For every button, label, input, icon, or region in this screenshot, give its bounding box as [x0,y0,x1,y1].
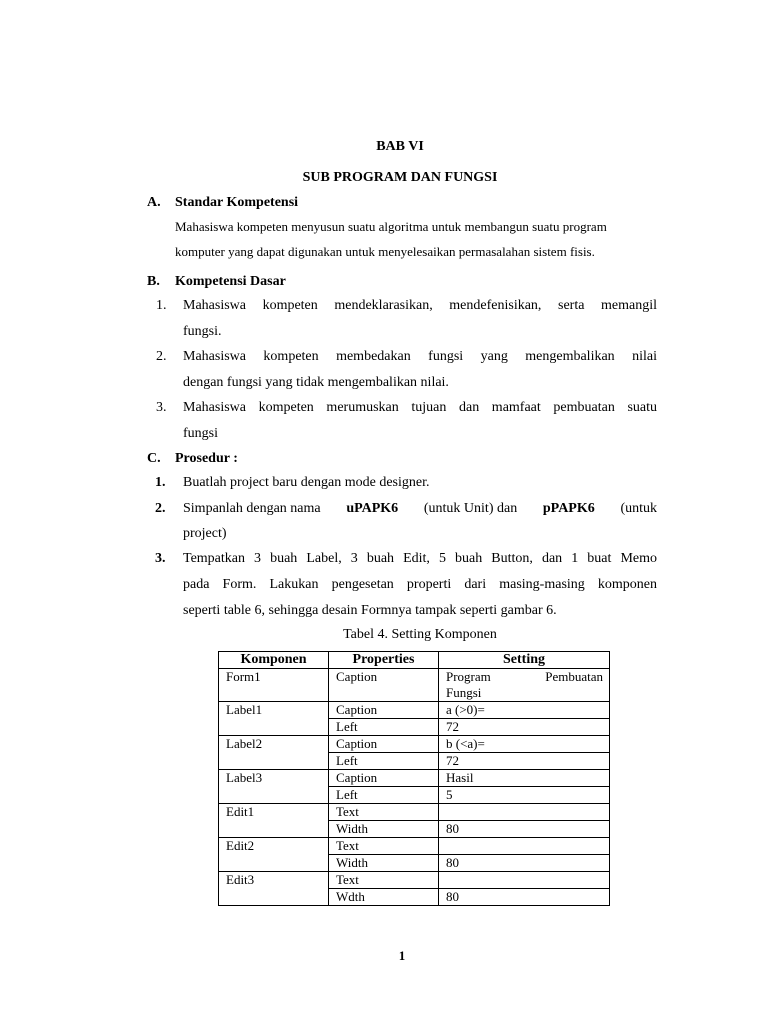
list-item-number: 1. [156,298,167,313]
chapter-title: BAB VI [376,139,424,154]
property-cell: Caption [329,669,439,702]
step-text: project) [183,526,227,541]
section-a-letter: A. [147,195,161,210]
section-b-letter: B. [147,274,160,289]
step-number: 1. [155,475,166,490]
table-row [219,770,610,787]
column-header: Komponen [219,652,329,669]
property-cell: Caption [329,702,439,719]
component-cell: Label3 [219,770,329,804]
component-cell: Form1 [219,669,329,702]
step-text: seperti table 6, sehingga desain Formnya tampak seperti gambar 6. [183,603,557,618]
property-cell: Text [329,872,439,889]
step-text [183,501,657,517]
property-cell: Left [329,753,439,770]
table-header-row [219,652,610,669]
settings-table [218,651,610,906]
setting-cell: 5 [439,787,610,804]
setting-cell [439,872,610,889]
section-c-heading: Prosedur : [175,451,238,466]
table-row [219,669,610,686]
section-c-letter: C. [147,451,161,466]
setting-cell: 80 [439,821,610,838]
property-cell: Caption [329,736,439,753]
property-cell: Text [329,804,439,821]
property-cell: Left [329,719,439,736]
column-header: Setting [439,652,610,669]
property-cell: Text [329,838,439,855]
setting-cell [439,838,610,855]
component-cell: Edit3 [219,872,329,906]
step-text-part: (untuk Unit) dan [423,501,518,516]
section-a-line-2: komputer yang dapat digunakan untuk menyelesaikan permasalahan sistem fisis. [175,244,595,259]
step-number: 3. [155,551,166,566]
setting-cell: a (>0)= [439,702,610,719]
list-item-line: Mahasiswa kompeten mendeklarasikan, mendefenisikan, serta memangil [183,298,657,313]
setting-cell [439,804,610,821]
list-item-line: Mahasiswa kompeten membedakan fungsi yang mengembalikan nilai [183,349,657,364]
table-caption: Tabel 4. Setting Komponen [343,627,497,642]
setting-part: Pembuatan [545,669,603,684]
property-cell: Left [329,787,439,804]
setting-cell: 72 [439,753,610,770]
setting-cell: 72 [439,719,610,736]
step-text-part: (untuk [620,501,657,516]
component-cell: Edit1 [219,804,329,838]
step-number: 2. [155,501,166,516]
step-text: Tempatkan 3 buah Label, 3 buah Edit, 5 buah Button, dan 1 buat Memo [183,551,657,566]
table-row [219,804,610,821]
property-cell: Caption [329,770,439,787]
component-cell: Label1 [219,702,329,736]
step-text: pada Form. Lakukan pengesetan properti dari masing-masing komponen [183,577,657,592]
property-cell: Width [329,821,439,838]
column-header: Properties [329,652,439,669]
step-text-part: Simpanlah dengan nama [183,501,321,516]
setting-cell: 80 [439,889,610,906]
list-item-line: dengan fungsi yang tidak mengembalikan nilai. [183,375,449,390]
section-a-line-1: Mahasiswa kompeten menyusun suatu algoritma untuk membangun suatu program [175,219,607,234]
list-item-line: fungsi. [183,324,222,339]
table-row [219,736,610,753]
setting-cell: Hasil [439,770,610,787]
step-text: Buatlah project baru dengan mode designer. [183,475,430,490]
list-item-line: Mahasiswa kompeten merumuskan tujuan dan mamfaat pembuatan suatu [183,400,657,415]
section-a-heading: Standar Kompetensi [175,195,299,210]
setting-part: Program [446,669,491,684]
project-name: pPAPK6 [542,501,595,516]
setting-cell: 80 [439,855,610,872]
unit-name: uPAPK6 [346,501,399,516]
setting-cell: b (<a)= [439,736,610,753]
table-row [219,702,610,719]
list-item-number: 3. [156,400,167,415]
component-cell: Edit2 [219,838,329,872]
page-number: 1 [398,948,406,963]
table-row [219,838,610,855]
section-b-heading: Kompetensi Dasar [175,274,286,289]
setting-cell [439,669,610,686]
list-item-number: 2. [156,349,167,364]
setting-cell: Fungsi [439,685,610,702]
property-cell: Width [329,855,439,872]
chapter-subtitle: SUB PROGRAM DAN FUNGSI [302,170,498,185]
property-cell: Wdth [329,889,439,906]
table-row [219,872,610,889]
component-cell: Label2 [219,736,329,770]
list-item-line: fungsi [183,426,218,441]
